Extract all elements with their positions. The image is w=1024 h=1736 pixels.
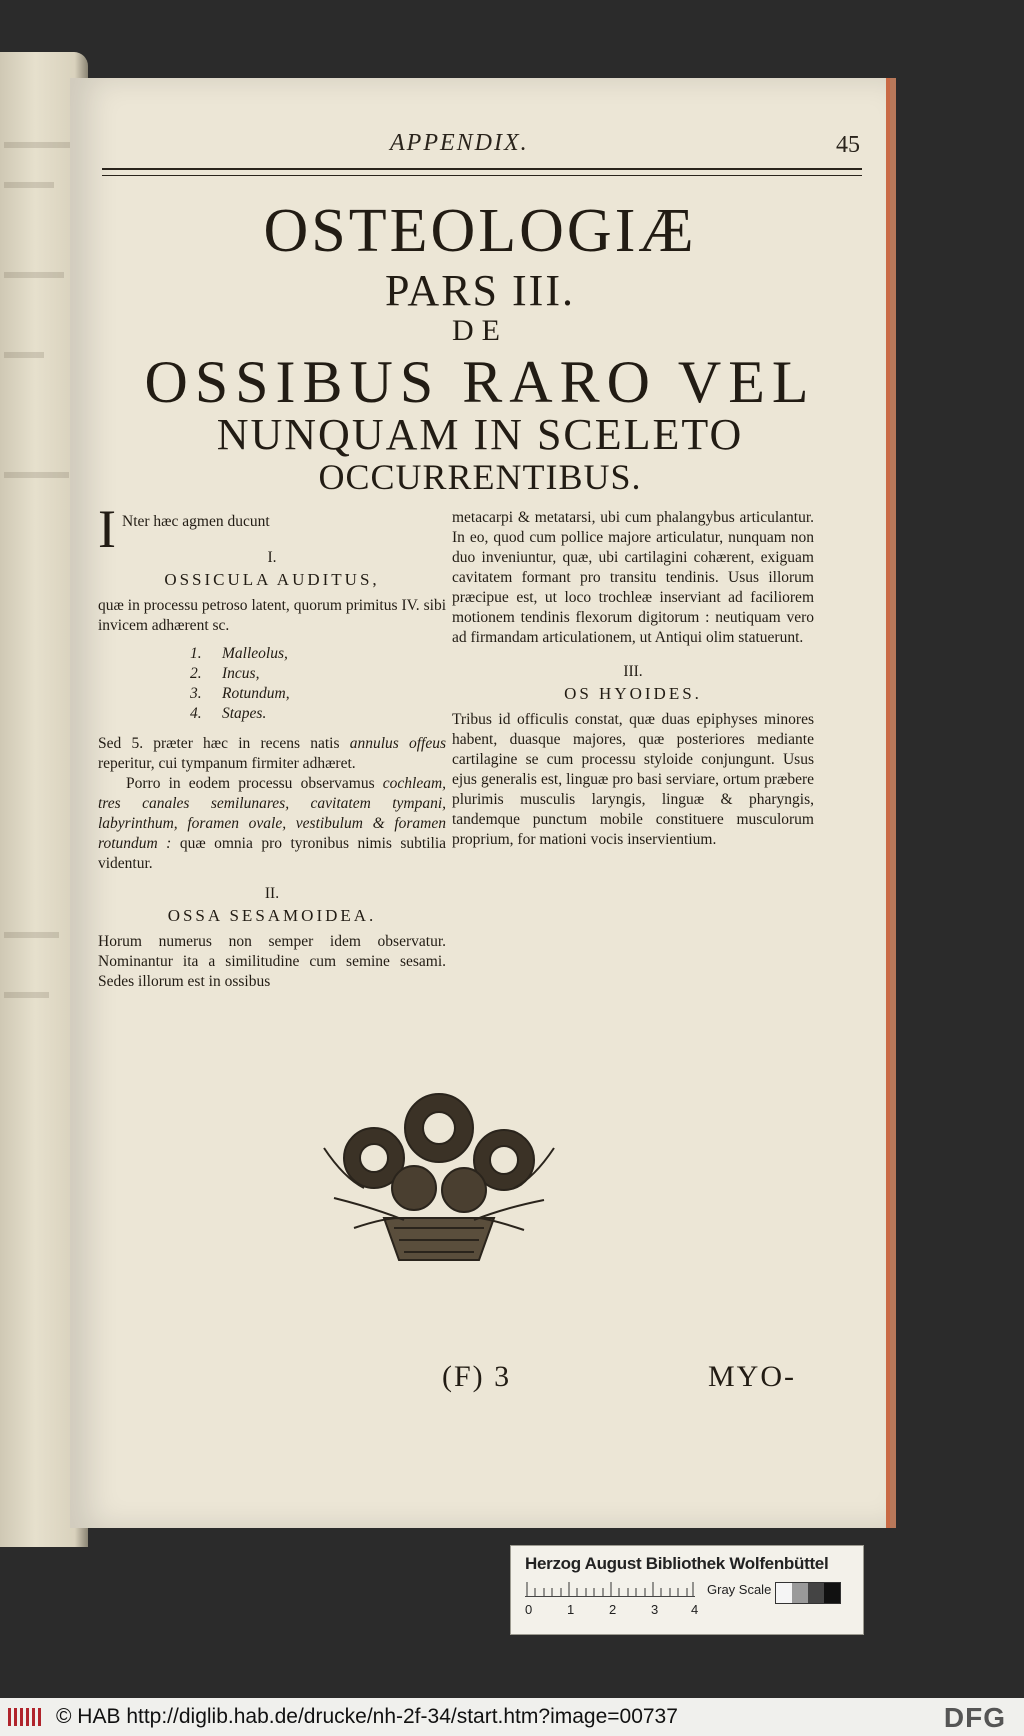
section-1-number: I.	[267, 549, 277, 566]
library-logo-icon	[8, 1706, 48, 1728]
paragraph-cochlea: Porro in eodem processu observamus cochleam, tres canales semilunares, cavitatem tympani, labyrinthum, foramen ovale, vestibulum & foramen rotundum : quæ omnia pro tyronibus nimis subtilia videntur.	[98, 775, 447, 872]
section-2-text: Horum numerus non semper idem observatur. Nominantur ita a similitudine cum semine sesami. Sedes illorum est in ossibus	[98, 933, 446, 990]
footer-bar	[0, 1698, 1024, 1736]
intro-line	[98, 499, 446, 559]
list-item: 4. Stapes.	[190, 705, 267, 722]
section-2-number: II.	[264, 885, 280, 902]
right-column	[452, 508, 814, 850]
section-3-number: III.	[623, 663, 643, 680]
heading-line-4: OSSIBUS RARO VEL	[144, 349, 816, 415]
book-page	[70, 78, 890, 1528]
heading-line-5: NUNQUAM IN SCELETO	[216, 410, 744, 459]
section-3-text: Tribus id officulis constat, quæ duas epiphyses minores habent, duasque majores, quæ posteriores mediante cartilagine se cum processu styloide conjungunt. Usus ejus generalis est, linguæ pro basi serviare, ortum præbere plurimis musculis laryngis, linguæ & pharyngis, tandemque punctum mobile constituere musculorum proprium, for mationi vocis inservientium.	[452, 711, 814, 848]
signature-mark: (F) 3	[442, 1360, 512, 1393]
ruler-scale	[525, 1582, 695, 1597]
paragraph-metacarpi: metacarpi & metatarsi, ubi cum phalangybus articulantur. In eo, quod cum pollice majore articulatur, nunquam non duo inveniuntur, quæ, ubi cartilagini cohærent, exiguam cavitatem formant pro transitu tendinis. Usus illorum præcipue est, ut loco trochleæ inserviant ad faciliorem motionem tendinis flexorum digitorum : neutiquam vero ad firmandam articulationem, ut Antiqui olim statuerunt.	[452, 509, 814, 646]
page-number: 45	[836, 132, 860, 158]
heading-line-3: DE	[452, 314, 508, 347]
drop-cap: I	[98, 499, 116, 559]
library-name: Herzog August Bibliothek Wolfenbüttel	[525, 1554, 829, 1573]
heading-line-6: OCCURRENTIBUS.	[318, 457, 642, 497]
heading-line-1: OSTEOLOGIÆ	[263, 197, 697, 265]
header-rule	[102, 168, 862, 176]
copyright-url: © HAB http://diglib.hab.de/drucke/nh-2f-34/start.htm?image=00737	[56, 1705, 678, 1728]
paragraph-annulus: Sed 5. præter hæc in recens natis annulus offeus reperitur, cui tympanum firmiter adhæret.	[98, 735, 447, 772]
list-item: 1. Malleolus,	[190, 645, 288, 662]
dfg-logo: DFG	[943, 1702, 1006, 1733]
running-title: APPENDIX.	[390, 130, 529, 156]
flower-basket-ornament	[314, 1088, 564, 1264]
list-item: 3. Rotundum,	[190, 685, 290, 702]
running-head	[100, 130, 860, 160]
section-2-title: OSSA SESAMOIDEA.	[167, 906, 377, 925]
section-3-title: OS HYOIDES.	[564, 684, 702, 703]
left-column	[98, 499, 447, 992]
section-1-text: quæ in processu petroso latent, quorum primitus IV. sibi invicem adhærent sc.	[98, 597, 446, 634]
gray-scale-swatch	[775, 1582, 841, 1604]
gray-scale-label: Gray Scale	[707, 1582, 772, 1597]
color-target: Herzog August Bibliothek Wolfenbüttel 0 1 2 3 4 Gray Scale	[510, 1545, 864, 1635]
heading-line-2: PARS III.	[385, 266, 575, 315]
ossicle-list	[190, 644, 446, 724]
section-1-title: OSSICULA AUDITUS,	[164, 570, 380, 589]
intro-text: Nter hæc agmen ducunt	[122, 513, 270, 530]
catchword: MYO-	[708, 1360, 796, 1393]
list-item: 2. Incus,	[190, 665, 260, 682]
